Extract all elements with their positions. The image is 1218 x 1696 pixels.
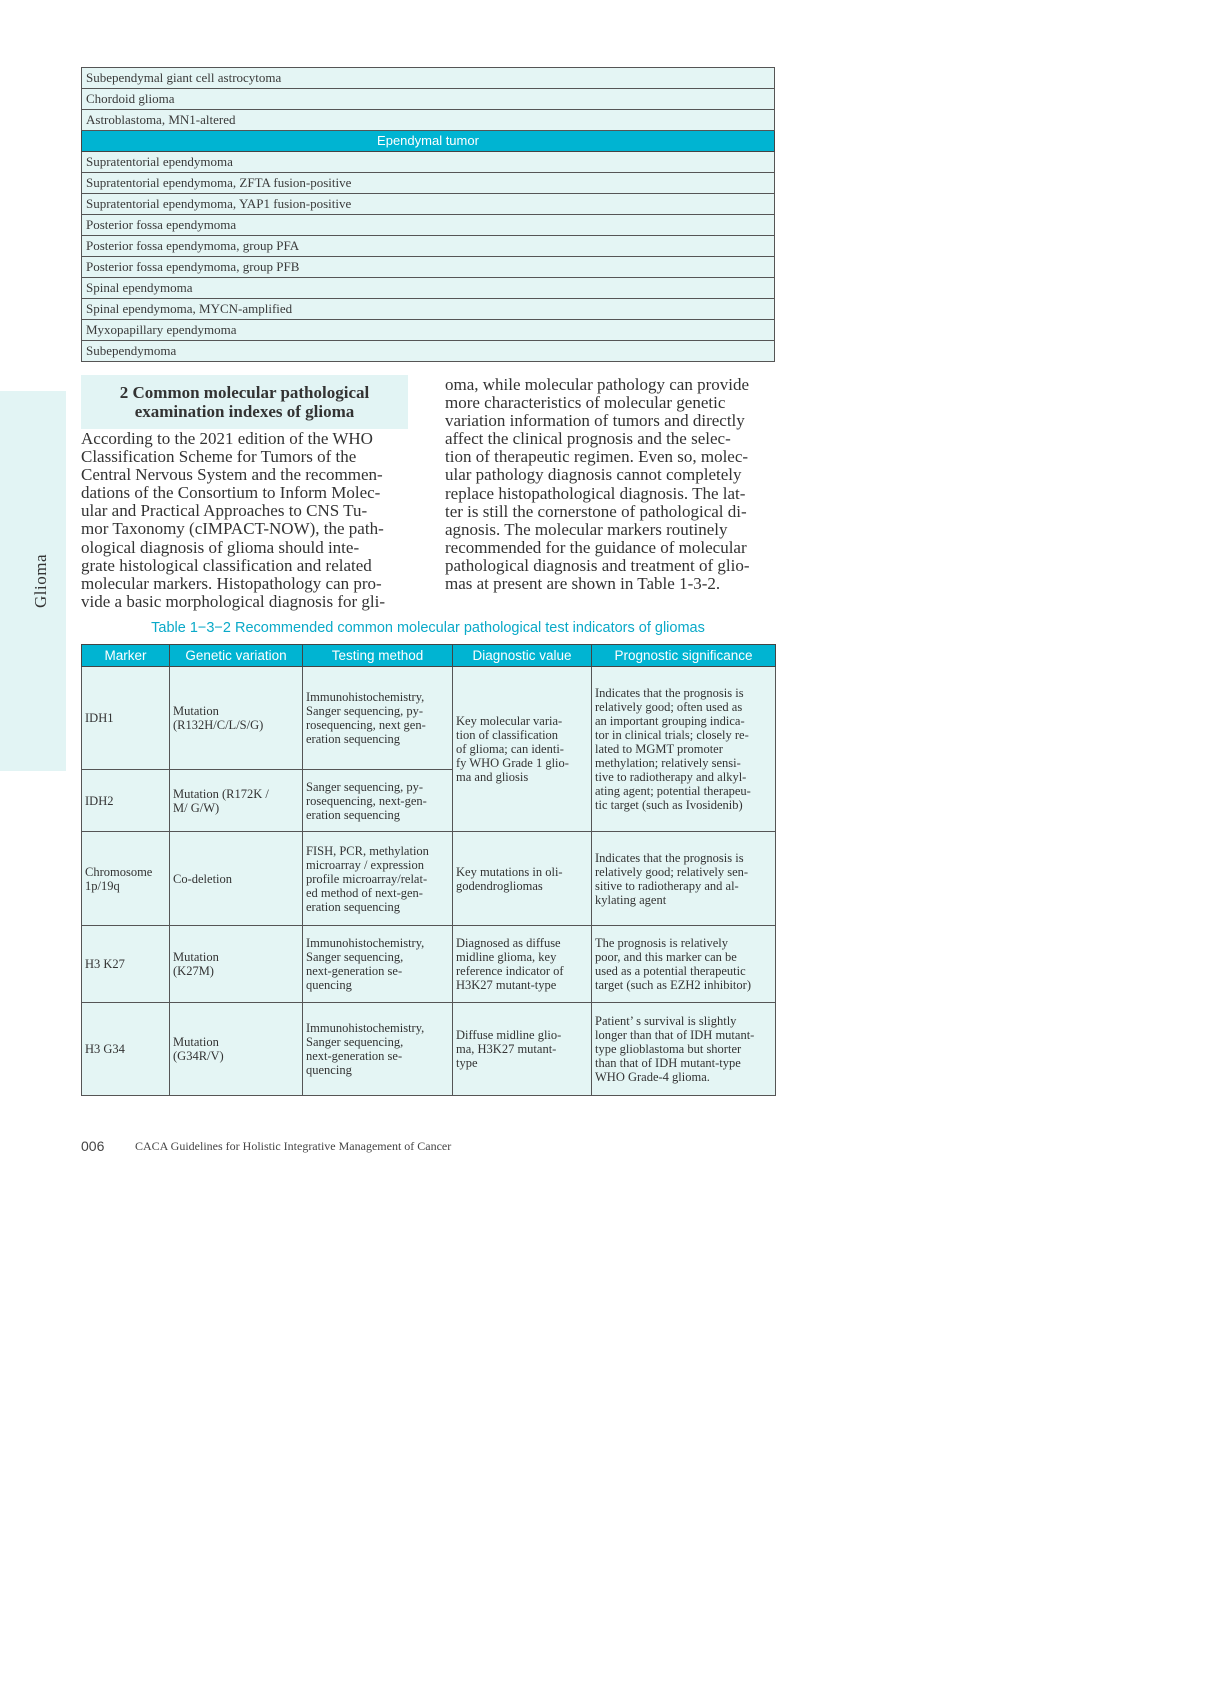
tumor-name-cell: Chordoid glioma bbox=[82, 89, 775, 110]
tumor-name-cell: Subependymal giant cell astrocytoma bbox=[82, 68, 775, 89]
cell-line: microarray / expression bbox=[306, 857, 425, 872]
tumor-name-cell: Myxopapillary ependymoma bbox=[82, 320, 775, 341]
section-heading-line: 2 Common molecular pathological bbox=[119, 383, 370, 402]
marker-cell: H3 G34 bbox=[82, 1003, 170, 1096]
header-cell: Testing method bbox=[303, 645, 453, 667]
text-line: Central Nervous System and the recommen- bbox=[81, 465, 383, 485]
cell-line: Immunohistochemistry, bbox=[306, 936, 425, 950]
prognostic-cell bbox=[592, 1003, 776, 1096]
method-cell bbox=[303, 667, 453, 770]
cell-line: Key mutations in oli- bbox=[456, 864, 563, 879]
page-number: 006 bbox=[81, 1138, 105, 1154]
cell-line: profile microarray/relat- bbox=[306, 871, 428, 886]
tumor-name-cell: Subependymoma bbox=[82, 341, 775, 362]
header-cell: Diagnostic value bbox=[453, 645, 592, 667]
cell-line: The prognosis is relatively bbox=[595, 936, 728, 950]
cell-line: eration sequencing bbox=[306, 732, 401, 746]
cell-line: relatively good; often used as bbox=[595, 700, 743, 714]
cell-line: longer than that of IDH mutant- bbox=[595, 1028, 755, 1042]
cell-line: next-generation se- bbox=[306, 1049, 403, 1063]
table-row bbox=[82, 667, 776, 770]
cell-line: tor in clinical trials; closely re- bbox=[595, 728, 749, 742]
cell-line: Mutation bbox=[173, 704, 219, 718]
header-cell: Genetic variation bbox=[170, 645, 303, 667]
side-label: Glioma bbox=[31, 554, 50, 608]
text-line: Classification Scheme for Tumors of the bbox=[81, 447, 357, 467]
prognostic-cell bbox=[592, 926, 776, 1003]
cell-line: quencing bbox=[306, 978, 352, 992]
cell-line: Sanger sequencing, py- bbox=[306, 704, 423, 718]
marker-cell: H3 K27 bbox=[82, 926, 170, 1003]
cell-line: Chromosome bbox=[85, 864, 153, 879]
marker-cell bbox=[82, 832, 170, 926]
text-line: tion of therapeutic regimen. Even so, molec- bbox=[445, 447, 749, 467]
header-cell: Prognostic significance bbox=[592, 645, 776, 667]
cell-line: type glioblastoma but shorter bbox=[595, 1042, 742, 1056]
text-line: agnosis. The molecular markers routinely bbox=[445, 519, 728, 539]
text-line: According to the 2021 edition of the WHO bbox=[81, 429, 373, 448]
tumor-list-table bbox=[81, 67, 775, 362]
cell-line: Sanger sequencing, py- bbox=[306, 779, 423, 794]
tumor-row bbox=[82, 236, 775, 257]
cell-line: WHO Grade-4 glioma. bbox=[595, 1070, 710, 1084]
text-line: variation information of tumors and directly bbox=[445, 411, 745, 431]
diagnostic-cell bbox=[453, 832, 592, 926]
marker-cell: IDH2 bbox=[82, 770, 170, 832]
text-line: affect the clinical prognosis and the selec- bbox=[445, 429, 731, 449]
tumor-name-cell: Supratentorial ependymoma bbox=[82, 152, 775, 173]
tumor-name-cell: Supratentorial ependymoma, ZFTA fusion-positive bbox=[82, 173, 775, 194]
cell-line: lated to MGMT promoter bbox=[595, 742, 723, 756]
text-line: molecular markers. Histopathology can pro- bbox=[81, 573, 382, 593]
text-line: vide a basic morphological diagnosis for gli- bbox=[81, 591, 386, 611]
cell-line: H3K27 mutant-type bbox=[456, 978, 557, 992]
group-header-cell: Ependymal tumor bbox=[82, 131, 775, 152]
tumor-row bbox=[82, 215, 775, 236]
method-cell bbox=[303, 770, 453, 832]
variation-cell bbox=[170, 667, 303, 770]
cell-line: Sanger sequencing, bbox=[306, 950, 404, 964]
section-heading bbox=[81, 383, 408, 421]
text-line: ological diagnosis of glioma should inte- bbox=[81, 537, 360, 557]
text-line: replace histopathological diagnosis. The lat- bbox=[445, 483, 746, 503]
cell-line: an important grouping indica- bbox=[595, 714, 745, 728]
tumor-row bbox=[82, 341, 775, 362]
tumor-name-cell: Spinal ependymoma bbox=[82, 278, 775, 299]
text-line: mas at present are shown in Table 1-3-2. bbox=[445, 574, 721, 594]
prognostic-cell bbox=[592, 832, 776, 926]
text-line: mor Taxonomy (cIMPACT-NOW), the path- bbox=[81, 519, 384, 539]
cell-line: rosequencing, next gen- bbox=[306, 718, 426, 732]
cell-line: sitive to radiotherapy and al- bbox=[595, 878, 739, 893]
cell-line: Key molecular varia- bbox=[456, 714, 563, 728]
cell-line: (K27M) bbox=[173, 964, 214, 978]
variation-cell bbox=[170, 770, 303, 832]
cell-line: (G34R/V) bbox=[173, 1049, 224, 1063]
cell-line: Sanger sequencing, bbox=[306, 1035, 404, 1049]
group-header-row bbox=[82, 131, 775, 152]
section-heading-line: examination indexes of glioma bbox=[134, 402, 355, 421]
tumor-name-cell: Supratentorial ependymoma, YAP1 fusion-positive bbox=[82, 194, 775, 215]
tumor-row bbox=[82, 299, 775, 320]
running-footer: CACA Guidelines for Holistic Integrative Management of Cancer bbox=[135, 1139, 452, 1153]
cell-line: Mutation bbox=[173, 1035, 219, 1049]
cell-line: of glioma; can identi- bbox=[456, 742, 564, 756]
diagnostic-cell bbox=[453, 667, 592, 832]
tumor-row bbox=[82, 257, 775, 278]
text-line: ular and Practical Approaches to CNS Tu- bbox=[81, 501, 368, 521]
variation-cell bbox=[170, 1003, 303, 1096]
method-cell bbox=[303, 832, 453, 926]
cell-line: 1p/19q bbox=[85, 878, 120, 893]
tumor-row bbox=[82, 89, 775, 110]
molecular-markers-table bbox=[81, 644, 776, 1096]
cell-line: next-generation se- bbox=[306, 964, 403, 978]
cell-line: tion of classification bbox=[456, 728, 559, 742]
tumor-name-cell: Astroblastoma, MN1-altered bbox=[82, 110, 775, 131]
header-cell: Marker bbox=[82, 645, 170, 667]
cell-line: Indicates that the prognosis is bbox=[595, 686, 744, 700]
tumor-row bbox=[82, 194, 775, 215]
cell-line: eration sequencing bbox=[306, 899, 401, 914]
cell-line: tive to radiotherapy and alkyl- bbox=[595, 770, 747, 784]
cell-line: than that of IDH mutant-type bbox=[595, 1056, 741, 1070]
method-cell bbox=[303, 926, 453, 1003]
text-line: grate histological classification and related bbox=[81, 555, 372, 575]
tumor-row bbox=[82, 110, 775, 131]
tumor-row bbox=[82, 278, 775, 299]
cell-line: ed method of next-gen- bbox=[306, 885, 423, 900]
cell-line: Diffuse midline glio- bbox=[456, 1028, 562, 1042]
cell-line: tic target (such as Ivosidenib) bbox=[595, 798, 743, 812]
cell-line: rosequencing, next-gen- bbox=[306, 793, 427, 808]
cell-line: Indicates that the prognosis is bbox=[595, 850, 744, 865]
text-line: recommended for the guidance of molecular bbox=[445, 537, 747, 557]
body-text-left-column bbox=[81, 430, 409, 611]
cell-line: FISH, PCR, methylation bbox=[306, 843, 429, 858]
text-line: oma, while molecular pathology can provide bbox=[445, 375, 750, 394]
text-line: ter is still the cornerstone of pathological di- bbox=[445, 501, 747, 521]
cell-line: ating agent; potential therapeu- bbox=[595, 784, 751, 798]
cell-line: godendrogliomas bbox=[456, 878, 543, 893]
cell-line: Immunohistochemistry, bbox=[306, 690, 425, 704]
cell-line: ma and gliosis bbox=[456, 770, 529, 784]
cell-line: eration sequencing bbox=[306, 807, 401, 822]
variation-cell bbox=[170, 832, 303, 926]
cell-line: type bbox=[456, 1056, 478, 1070]
cell-line: Patient’ s survival is slightly bbox=[595, 1014, 737, 1028]
table-row bbox=[82, 926, 776, 1003]
tumor-name-cell: Posterior fossa ependymoma, group PFA bbox=[82, 236, 775, 257]
cell-line: Mutation (R172K / bbox=[173, 786, 269, 801]
diagnostic-cell bbox=[453, 926, 592, 1003]
cell-line: Co-deletion bbox=[173, 871, 233, 886]
diagnostic-cell bbox=[453, 1003, 592, 1096]
body-text-right-column bbox=[445, 376, 775, 593]
cell-line: methylation; relatively sensi- bbox=[595, 756, 741, 770]
cell-line: poor, and this marker can be bbox=[595, 950, 737, 964]
cell-line: M/ G/W) bbox=[173, 800, 220, 815]
prognostic-cell bbox=[592, 667, 776, 832]
cell-line: midline glioma, key bbox=[456, 950, 557, 964]
tumor-row bbox=[82, 320, 775, 341]
text-line: more characteristics of molecular genetic bbox=[445, 393, 726, 413]
cell-line: ma, H3K27 mutant- bbox=[456, 1042, 557, 1056]
tumor-name-cell: Posterior fossa ependymoma bbox=[82, 215, 775, 236]
cell-line: used as a potential therapeutic bbox=[595, 964, 746, 978]
table-row bbox=[82, 1003, 776, 1096]
marker-cell: IDH1 bbox=[82, 667, 170, 770]
tumor-row bbox=[82, 173, 775, 194]
cell-line: target (such as EZH2 inhibitor) bbox=[595, 978, 751, 992]
cell-line: Mutation bbox=[173, 950, 219, 964]
cell-line: kylating agent bbox=[595, 892, 667, 907]
table-header-row bbox=[82, 645, 776, 667]
cell-line: relatively good; relatively sen- bbox=[595, 864, 749, 879]
tumor-name-cell: Posterior fossa ependymoma, group PFB bbox=[82, 257, 775, 278]
tumor-row bbox=[82, 152, 775, 173]
table-row bbox=[82, 832, 776, 926]
cell-line: fy WHO Grade 1 glio- bbox=[456, 756, 569, 770]
cell-line: quencing bbox=[306, 1063, 352, 1077]
text-line: ular pathology diagnosis cannot completely bbox=[445, 465, 742, 485]
method-cell bbox=[303, 1003, 453, 1096]
tumor-name-cell: Spinal ependymoma, MYCN-amplified bbox=[82, 299, 775, 320]
text-line: dations of the Consortium to Inform Molec- bbox=[81, 483, 381, 503]
cell-line: (R132H/C/L/S/G) bbox=[173, 718, 264, 732]
tumor-row bbox=[82, 68, 775, 89]
table-caption: Table 1−3−2 Recommended common molecular pathological test indicators of gliomas bbox=[151, 620, 705, 636]
cell-line: Immunohistochemistry, bbox=[306, 1021, 425, 1035]
cell-line: reference indicator of bbox=[456, 964, 564, 978]
text-line: pathological diagnosis and treatment of glio- bbox=[445, 555, 750, 575]
cell-line: Diagnosed as diffuse bbox=[456, 936, 561, 950]
variation-cell bbox=[170, 926, 303, 1003]
